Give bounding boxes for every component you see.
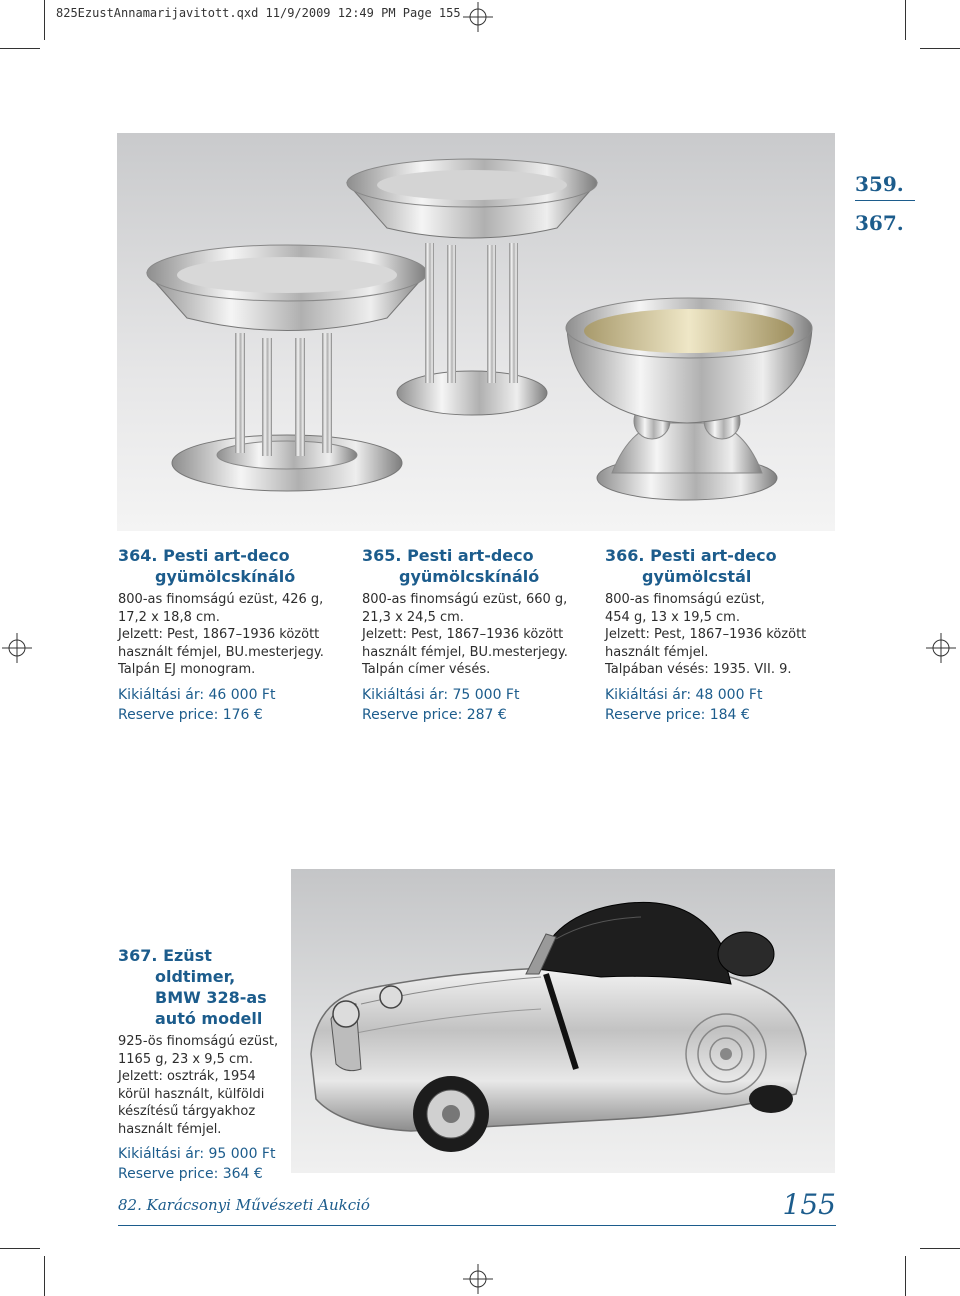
registration-mark-bottom [463, 1264, 493, 1294]
lot-range [855, 172, 915, 235]
lot-price [362, 685, 592, 725]
desc-line: használt fémjel, BU.mesterjegy. [118, 644, 324, 660]
lot-364 [118, 545, 348, 725]
registration-mark-left [2, 633, 32, 663]
lot-number: 366. [605, 546, 645, 565]
desc-line: 454 g, 13 x 19,5 cm. [605, 609, 740, 625]
desc-line: 17,2 x 18,8 cm. [118, 609, 220, 625]
lot-description [605, 591, 835, 679]
desc-line: 21,3 x 24,5 cm. [362, 609, 464, 625]
desc-line: használt fémjel. [118, 1121, 222, 1137]
price-huf: Kikiáltási ár: 75 000 Ft [362, 686, 520, 703]
price-huf: Kikiáltási ár: 46 000 Ft [118, 686, 276, 703]
lot-title-line1: Pesti art-deco [163, 546, 290, 565]
crop-mark-br-h [920, 1248, 960, 1249]
price-eur: Reserve price: 184 € [605, 706, 750, 723]
lot-365 [362, 545, 592, 725]
lot-title-line1: Ezüst [163, 946, 212, 965]
page-number: 155 [782, 1188, 836, 1221]
desc-line: 800-as finomságú ezüst, 426 g, [118, 592, 324, 607]
desc-line: használt fémjel. [605, 644, 709, 660]
lot-title-line2: gyümölcskínáló [399, 567, 540, 586]
registration-mark-right [926, 633, 956, 663]
price-eur: Reserve price: 287 € [362, 706, 507, 723]
lot-title-line4: autó modell [155, 1009, 263, 1028]
desc-line: Talpán címer vésés. [362, 662, 491, 677]
lot-price [605, 685, 835, 725]
lot-description [118, 591, 348, 679]
desc-line: körül használt, külföldi [118, 1086, 265, 1102]
crop-mark-tr-v [905, 0, 906, 40]
desc-line: Jelzett: Pest, 1867–1936 között [362, 627, 564, 642]
crop-mark-tr-h [920, 48, 960, 49]
price-huf: Kikiáltási ár: 48 000 Ft [605, 686, 763, 703]
lot-description [118, 1033, 288, 1138]
desc-line: használt fémjel, BU.mesterjegy. [362, 644, 568, 660]
lot-title [118, 945, 288, 1029]
lot-title-line2: oldtimer, [155, 967, 236, 986]
desc-line: Talpában vésés: 1935. VII. 9. [605, 662, 792, 677]
price-eur: Reserve price: 364 € [118, 1166, 263, 1182]
lot-367 [118, 945, 288, 1184]
lot-title-line2: gyümölcskínáló [155, 567, 296, 586]
lot-range-start: 359. [855, 172, 915, 201]
lot-number: 364. [118, 546, 158, 565]
desc-line: 800-as finomságú ezüst, [605, 592, 765, 607]
registration-mark-top [463, 2, 493, 32]
crop-mark-bl-v [44, 1256, 45, 1296]
silver-car-photo [291, 869, 835, 1173]
lot-range-end: 367. [855, 211, 904, 235]
lot-description [362, 591, 592, 679]
desc-line: készítésű tárgyakhoz [118, 1104, 256, 1119]
desc-line: Jelzett: Pest, 1867–1936 között [118, 627, 320, 642]
price-huf: Kikiáltási ár: 95 000 Ft [118, 1146, 276, 1162]
desc-line: Jelzett: Pest, 1867–1936 között [605, 627, 807, 642]
crop-mark-tl-h [0, 48, 40, 49]
catalog-title: 82. Karácsonyi Művészeti Aukció [118, 1196, 370, 1214]
footer-divider [118, 1225, 836, 1226]
desc-line: Jelzett: osztrák, 1954 [118, 1069, 256, 1084]
crop-mark-bl-h [0, 1248, 40, 1249]
file-slug: 825EzustAnnamarijavitott.qxd 11/9/2009 12:49 PM Page 155 [56, 6, 461, 20]
lot-title-line2: gyümölcstál [642, 567, 752, 586]
lot-title-line1: Pesti art-deco [407, 546, 534, 565]
price-eur: Reserve price: 176 € [118, 706, 263, 723]
desc-line: Talpán EJ monogram. [118, 662, 256, 677]
lot-title-line3: BMW 328-as [155, 988, 267, 1007]
crop-mark-tl-v [44, 0, 45, 40]
lot-number: 365. [362, 546, 402, 565]
fruit-bowls-photo [117, 133, 835, 531]
lot-title-line1: Pesti art-deco [650, 546, 777, 565]
desc-line: 800-as finomságú ezüst, 660 g, [362, 592, 568, 607]
lot-title [605, 545, 835, 587]
lot-price [118, 685, 348, 725]
desc-line: 1165 g, 23 x 9,5 cm. [118, 1051, 253, 1067]
lot-number: 367. [118, 946, 158, 965]
crop-mark-br-v [905, 1256, 906, 1296]
lot-title [118, 545, 348, 587]
lot-title [362, 545, 592, 587]
lot-366 [605, 545, 835, 725]
desc-line: 925-ös finomságú ezüst, [118, 1034, 279, 1049]
lot-price [118, 1144, 288, 1184]
